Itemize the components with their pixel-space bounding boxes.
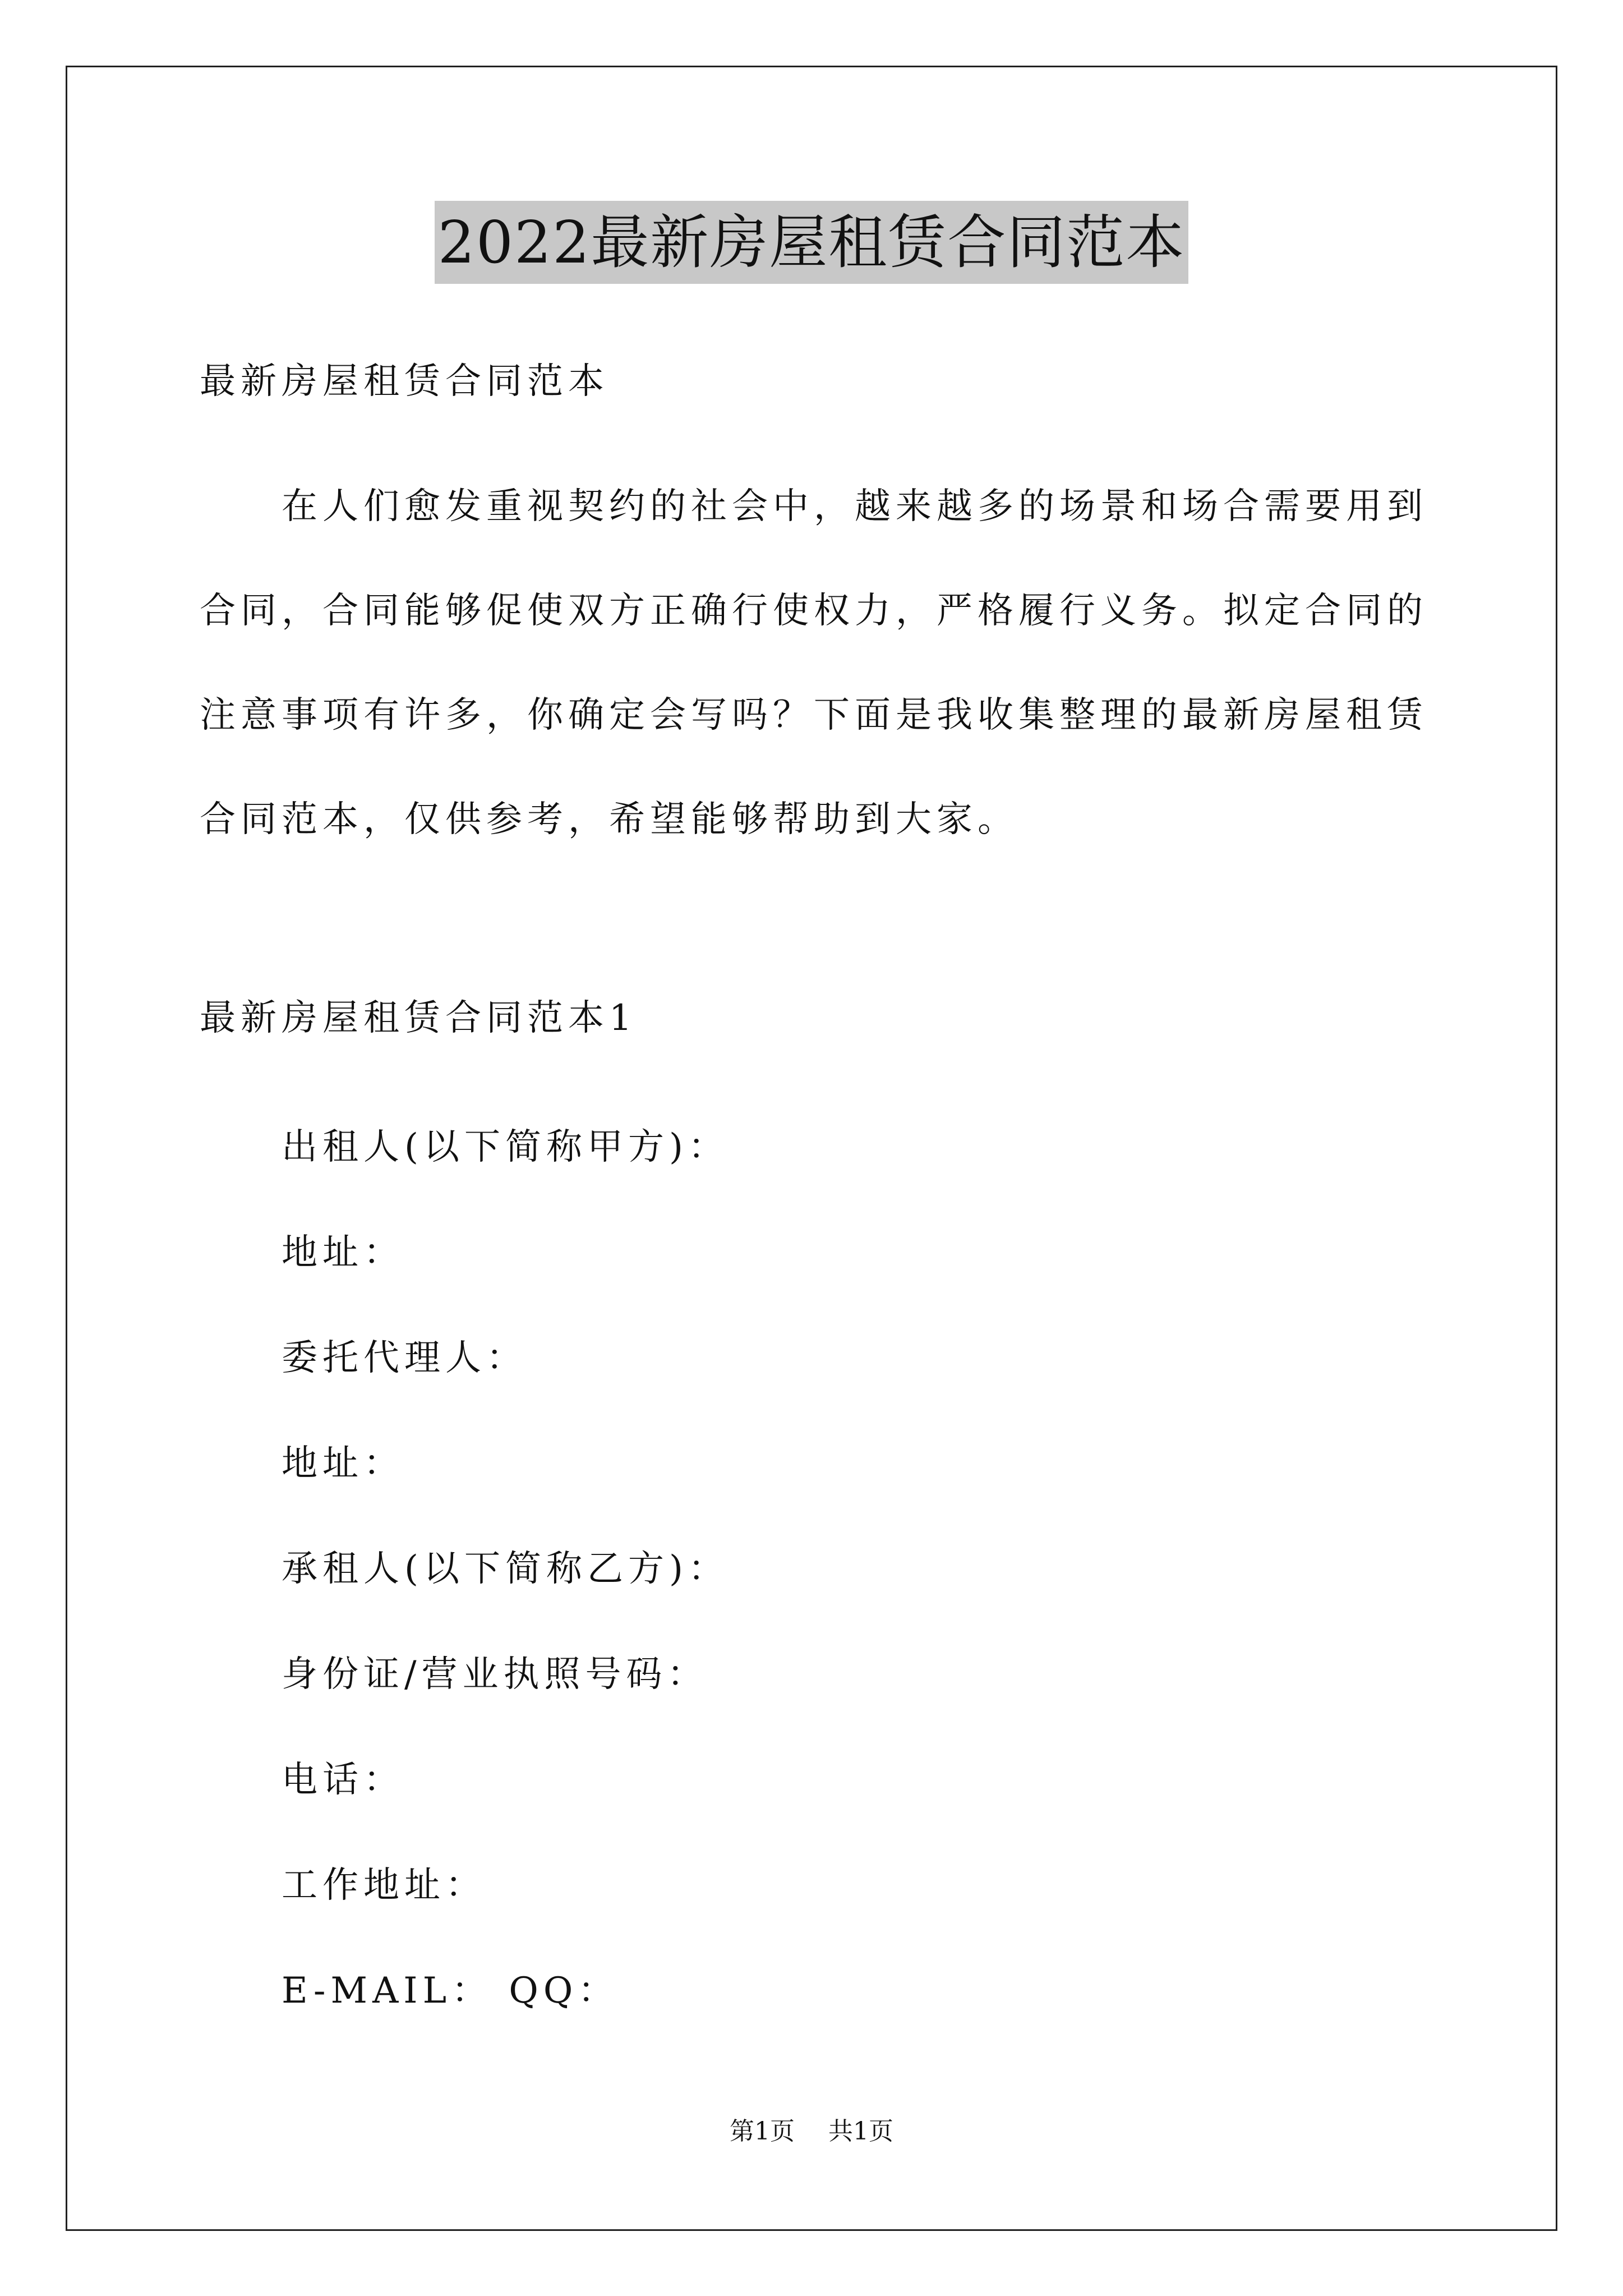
field-lessee: 承租人(以下简称乙方)： (282, 1548, 729, 1590)
intro-line: 在人们愈发重视契约的社会中，越来越多的场景和场合需要用到 (282, 486, 1428, 527)
intro-paragraph (200, 454, 1433, 872)
section-heading: 最新房屋租赁合同范本1 (200, 997, 637, 1039)
intro-line: 合同，合同能够促使双方正确行使权力，严格履行义务。拟定合同的 (200, 590, 1428, 632)
field-id-number: 身份证/营业执照号码： (282, 1654, 708, 1695)
field-lessor-address: 地址： (282, 1232, 404, 1273)
document-heading: 最新房屋租赁合同范本 (200, 361, 609, 402)
field-agent-address: 地址： (282, 1443, 404, 1484)
field-work-address: 工作地址： (282, 1865, 486, 1906)
contract-fields (282, 1114, 729, 2063)
title-container (0, 201, 1623, 284)
field-phone: 电话： (282, 1759, 404, 1801)
field-email-qq: E-MAIL： QQ： (282, 1970, 619, 2012)
page-number-current: 第1页 (730, 2117, 795, 2146)
intro-line: 合同范本，仅供参考，希望能够帮助到大家。 (200, 799, 1018, 840)
field-lessor: 出租人(以下简称甲方)： (282, 1126, 729, 1168)
field-agent: 委托代理人： (282, 1337, 527, 1379)
page-footer (0, 2115, 1623, 2148)
document-title: 2022最新房屋租赁合同范本 (435, 201, 1189, 284)
intro-line: 注意事项有许多，你确定会写吗？下面是我收集整理的最新房屋租赁 (200, 694, 1428, 736)
page-number-total: 共1页 (828, 2117, 893, 2146)
